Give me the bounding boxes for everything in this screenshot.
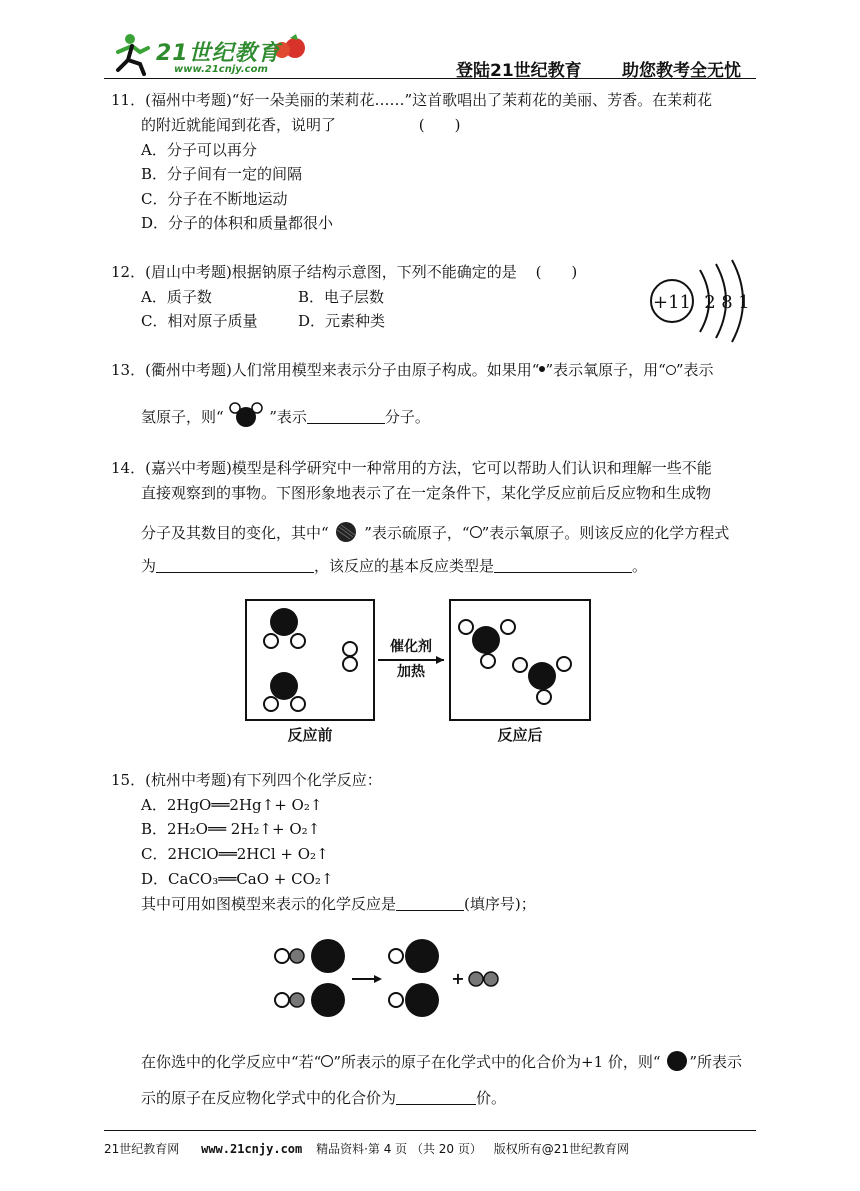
q14-text-e: ，该反应的基本反应类型是 bbox=[314, 557, 495, 575]
footer-rule bbox=[104, 1130, 756, 1131]
q15-ask1-suffix: (填序号)； bbox=[464, 895, 536, 913]
sodium-atom-structure-diagram bbox=[648, 258, 758, 344]
q15-option-d: D．CaCO₃══CaO + CO₂↑ bbox=[141, 870, 334, 888]
oxygen-atom-circle-icon bbox=[470, 526, 482, 538]
footer bbox=[104, 1140, 756, 1157]
q12-answer-paren: ( ) bbox=[535, 263, 578, 281]
product-molecule-2 bbox=[389, 983, 439, 1017]
q12-option-c: C．相对原子质量 bbox=[141, 312, 258, 330]
q13-line2 bbox=[141, 402, 430, 428]
nucleus-charge: +11 bbox=[653, 292, 691, 313]
q15-valence-blank[interactable] bbox=[396, 1090, 476, 1105]
q14-equation-blank[interactable] bbox=[156, 558, 314, 573]
reactant-molecule-2 bbox=[275, 983, 345, 1017]
q13-text-f: 分子。 bbox=[384, 408, 430, 426]
label-before: 反应前 bbox=[287, 726, 333, 744]
q15-option-c: C．2HClO══2HCl + O₂↑ bbox=[141, 845, 329, 863]
header-rule bbox=[104, 78, 756, 79]
q14-reaction-figure bbox=[244, 598, 594, 748]
q15-ask2-text-a: 在你选中的化学反应中“若“ bbox=[141, 1053, 322, 1071]
q15-ask1 bbox=[141, 894, 536, 914]
q11-option-c: C．分子在不断地运动 bbox=[141, 190, 288, 208]
q15-stem: 15．(杭州中考题)有下列四个化学反应： bbox=[111, 771, 382, 789]
label-after: 反应后 bbox=[497, 726, 543, 744]
logo-url-text: www.21cnjy.com bbox=[174, 64, 268, 75]
q11-stem-line1: 11．(福州中考题)“好一朵美丽的茉莉花……”这首歌唱出了茉莉花的美丽、芳香。在茉莉花 bbox=[111, 91, 713, 109]
q15-option-b: B．2H₂O══ 2H₂↑+ O₂↑ bbox=[141, 820, 321, 838]
q15-ask3-text: 示的原子在反应物化学式中的化合价为 bbox=[141, 1089, 397, 1107]
q13-text-e: ”表示 bbox=[269, 408, 307, 426]
footer-url[interactable]: www.21cnjy.com bbox=[201, 1142, 303, 1156]
q14-line4 bbox=[141, 556, 647, 576]
q12-stem-text: 12．(眉山中考题)根据钠原子结构示意图，下列不能确定的是 bbox=[111, 263, 517, 281]
q13-text-b: ”表示氧原子，用“ bbox=[545, 361, 666, 379]
footer-site: 21世纪教育网 bbox=[104, 1142, 180, 1156]
shell-electrons-1: 2 bbox=[704, 292, 716, 313]
q11-stem-text: 的附近就能闻到花香，说明了 bbox=[141, 116, 337, 134]
product-molecule-1 bbox=[389, 939, 439, 973]
shell-electrons-2: 8 bbox=[721, 292, 733, 313]
q13-text-c: ”表示 bbox=[675, 361, 714, 379]
q11-option-d: D．分子的体积和质量都很小 bbox=[141, 214, 334, 232]
header-slogan-left: 登陆21世纪教育 bbox=[456, 61, 582, 81]
shell-electrons-3: 1 bbox=[738, 292, 750, 313]
q14-text-f: 。 bbox=[632, 557, 648, 575]
running-figure-icon bbox=[118, 34, 148, 74]
q15-ask3-suffix: 价。 bbox=[476, 1089, 507, 1107]
header bbox=[104, 28, 756, 81]
product-diatomic-molecule bbox=[469, 972, 498, 986]
q15-ask1-text: 其中可用如图模型来表示的化学反应是 bbox=[141, 895, 397, 913]
q14-text-c: ”表示氧原子。则该反应的化学方程式 bbox=[481, 524, 730, 542]
q15-reaction-figure bbox=[270, 932, 510, 1024]
water-molecule-icon bbox=[228, 402, 264, 428]
plus-sign: + bbox=[451, 969, 465, 988]
q14-line1: 14．(嘉兴中考题)模型是科学研究中一种常用的方法，它可以帮助人们认识和理解一些不能 bbox=[111, 459, 712, 477]
q14-text-b: ”表示硫原子，“ bbox=[364, 524, 470, 542]
q13-text-d: 氢原子，则“ bbox=[141, 408, 224, 426]
q14-text-a: 分子及其数目的变化，其中“ bbox=[141, 524, 329, 542]
sulfur-atom-icon bbox=[333, 521, 359, 543]
q12-stem bbox=[111, 262, 577, 282]
q11-option-b: B．分子间有一定的间隔 bbox=[141, 165, 303, 183]
q13-answer-blank[interactable] bbox=[307, 409, 385, 424]
footer-page-info: 精品资料·第 4 页 （共 20 页） bbox=[316, 1142, 482, 1156]
q12-option-a: A．质子数 bbox=[141, 288, 212, 306]
q14-line3 bbox=[141, 521, 729, 543]
condition-bottom: 加热 bbox=[397, 664, 425, 680]
reactant-molecule-1 bbox=[275, 939, 345, 973]
header-slogan-right: 助您教考全无忧 bbox=[622, 61, 741, 81]
q11-answer-paren: ( ) bbox=[418, 116, 461, 134]
q15-ask2-text-b: ”所表示的原子在化学式中的化合价为+1 价，则“ bbox=[333, 1053, 661, 1071]
q15-ask2 bbox=[141, 1050, 742, 1072]
large-atom-icon bbox=[665, 1050, 689, 1072]
footer-copyright: 版权所有@21世纪教育网 bbox=[493, 1142, 629, 1156]
q11-stem-line2 bbox=[141, 115, 461, 135]
hydrogen-atom-circle-icon bbox=[666, 365, 676, 375]
q13-line1 bbox=[111, 360, 713, 380]
q12-option-d: D．元素种类 bbox=[298, 312, 386, 330]
logo-main-text: 21世纪教育 bbox=[156, 41, 281, 66]
q15-ask2-text-c: ”所表示 bbox=[689, 1053, 743, 1071]
q15-option-a: A．2HgO══2Hg↑+ O₂↑ bbox=[141, 796, 323, 814]
q15-ask3 bbox=[141, 1088, 506, 1108]
condition-top: 催化剂 bbox=[390, 639, 432, 655]
q14-text-d: 为 bbox=[141, 557, 157, 575]
q14-line2: 直接观察到的事物。下图形象地表示了在一定条件下，某化学反应前后反应物和生成物 bbox=[141, 484, 712, 502]
small-atom-circle-icon bbox=[321, 1055, 333, 1067]
q13-text-a: 13．(衢州中考题)人们常用模型来表示分子由原子构成。如果用“ bbox=[111, 361, 540, 379]
q12-option-b: B．电子层数 bbox=[298, 288, 385, 306]
q14-reaction-type-blank[interactable] bbox=[494, 558, 632, 573]
q11-option-a: A．分子可以再分 bbox=[141, 141, 257, 159]
q15-choice-blank[interactable] bbox=[396, 896, 464, 911]
